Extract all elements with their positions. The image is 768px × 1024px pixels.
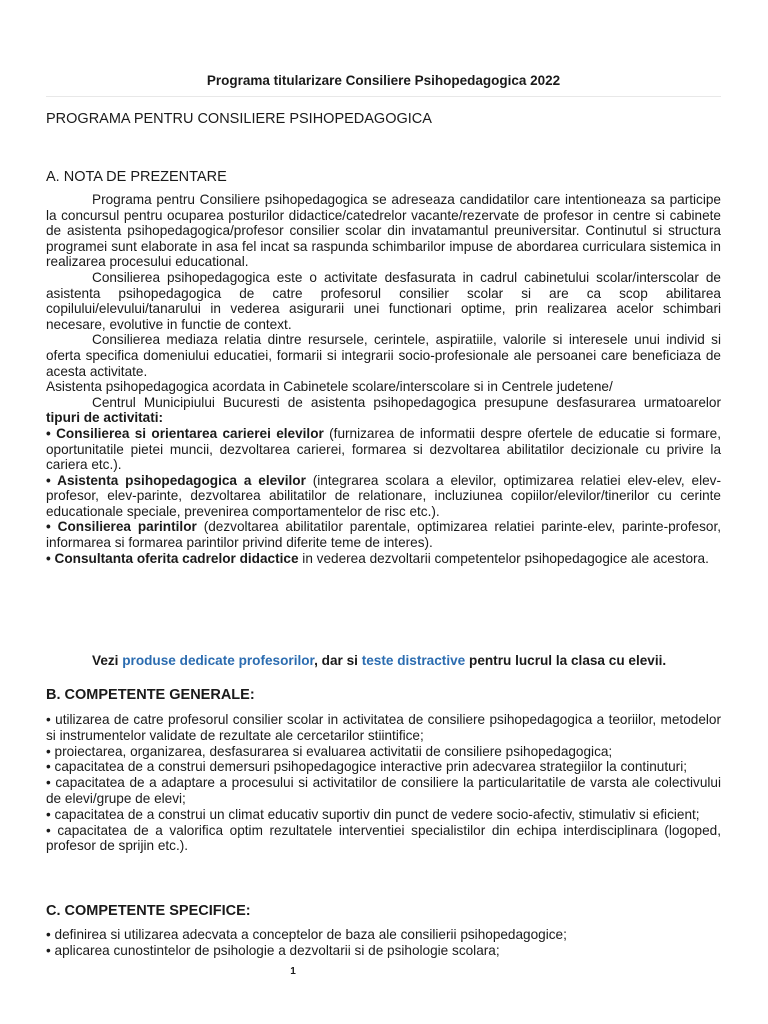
list-item: • capacitatea de a construi un climat educativ suportiv din punct de vedere socio-afectiv, stimulativ si eficient; — [46, 806, 700, 822]
main-heading: PROGRAMA PENTRU CONSILIERE PSIHOPEDAGOGICA — [46, 111, 432, 127]
list-item-title: • Consultanta oferita cadrelor didactice — [46, 550, 299, 566]
fun-tests-link[interactable]: teste distractive — [361, 653, 466, 668]
list-item-text: (integrarea scolara a elevilor, optimizarea relatiei elev-elev, elev-profesor, elev-parinte, dezvoltarea abilitatilor de relationare, incluziunea copiilor/elevilor/tinerilor cu cerinte educationale speciale, prevenirea comportamentelor de risc etc.). — [46, 472, 721, 519]
list-item — [46, 551, 721, 567]
title-divider — [46, 96, 721, 97]
list-item-text: in vederea dezvoltarii competentelor psihopedagogice ale acestora. — [298, 550, 709, 566]
section-a-body — [46, 192, 721, 566]
list-item: • capacitatea de a valorifica optim rezultatele interventiei specialistilor din echipa interdisciplinara (logoped, profesor de sprijin etc.). — [46, 822, 721, 854]
list-item-title: • Asistenta psihopedagogica a elevilor — [46, 472, 306, 488]
section-b-body — [46, 712, 721, 854]
promo-prefix: Vezi — [92, 653, 123, 668]
list-item-text: (dezvoltarea abilitatilor parentale, optimizarea relatiei parinte-elev, parinte-profesor, informarea si formarea parintilor privind diferite teme de interes). — [46, 519, 721, 551]
promo-middle: , dar si — [314, 653, 362, 668]
document-title: Programa titularizare Consiliere Psihopedagogica 2022 — [206, 73, 561, 88]
list-item: • proiectarea, organizarea, desfasurarea si evaluarea activitatii de consiliere psihopedagogica; — [46, 743, 613, 759]
paragraph: Programa pentru Consiliere psihopedagogica se adreseaza candidatilor care intentioneaza sa participe la concursul pentru ocuparea posturilor didactice/catedrelor vacante/rezervate de profesor in centre si cabinete de asistenta psihopedagogica/profesor consilier scolar din invatamantul preuniversitar. Continutul si structura programei sunt elaborate in asa fel incat sa raspunda schimbarilor impuse de abordarea curriculara sistemica in realizarea procesului educational. — [46, 192, 721, 270]
list-item: • capacitatea de a adaptare a procesului si activitatilor de consiliere la particularitatile de varsta ale colectivului de elevi/grupe de elevi; — [46, 775, 721, 806]
section-c-heading: C. COMPETENTE SPECIFICE: — [46, 903, 251, 919]
section-c-body — [46, 927, 721, 959]
list-item: • capacitatea de a construi demersuri psihopedagogice interactive prin adecvarea strategiilor la continuturi; — [46, 759, 688, 775]
section-b-heading: B. COMPETENTE GENERALE: — [46, 687, 255, 703]
list-item — [46, 426, 721, 473]
promo-suffix: pentru lucrul la clasa cu elevii. — [465, 653, 667, 668]
list-item: • definirea si utilizarea adecvata a conceptelor de baza ale consilierii psihopedagogice; — [46, 927, 567, 942]
section-a-heading: A. NOTA DE PREZENTARE — [46, 169, 227, 185]
list-item-title: • Consilierea si orientarea carierei elevilor — [46, 425, 324, 441]
paragraph-bold: tipuri de activitati: — [46, 410, 164, 426]
list-item: • aplicarea cunostintelor de psihologie a dezvoltarii si de psihologie scolara; — [46, 942, 500, 958]
list-item-text: (furnizarea de informatii despre ofertele de educatie si formare, oportunitatile pietei muncii, dezvoltarea carierei, formarea si dezvoltarea abilitatilor decizionale cu privire la cariera etc.). — [46, 425, 721, 473]
paragraph: Consilierea psihopedagogica este o activitate desfasurata in cadrul cabinetului scolar/interscolar de asistenta psihopedagogica de catre profesorul consilier scolar si are ca scop abilitarea copilului/elevului/tanarului in vederea asigurarii unei functionari optime, prin realizarea acelor schimbari necesare, evolutive in functie de context. — [46, 269, 721, 332]
paragraph: Asistenta psihopedagogica acordata in Cabinetele scolare/interscolare si in Centrele judetene/ — [46, 379, 613, 395]
list-item: • utilizarea de catre profesorul consilier scolar in activitatea de consiliere psihopedagogica a teoriilor, metodelor si instrumentelor validate de rezultate ale cercetarilor stiintifice; — [46, 712, 721, 743]
paragraph: Consilierea mediaza relatia dintre resursele, cerintele, aspiratiile, valorile si interesele unui individ si oferta specifica domeniului educatiei, formarii si integrarii socio-profesionale ale persoanei care beneficiaza de acesta activitate. — [46, 332, 721, 379]
paragraph — [46, 395, 721, 426]
teacher-products-link[interactable]: produse dedicate profesorilor — [122, 653, 315, 668]
list-item — [46, 519, 721, 550]
list-item-title: • Consilierea parintilor — [46, 519, 197, 535]
paragraph-text: Centrul Municipiului Bucuresti de asistenta psihopedagogica presupune desfasurarea urmatoarelor — [92, 394, 721, 410]
page-number: 1 — [290, 966, 296, 977]
list-item — [46, 473, 721, 520]
promo-note — [92, 653, 707, 669]
